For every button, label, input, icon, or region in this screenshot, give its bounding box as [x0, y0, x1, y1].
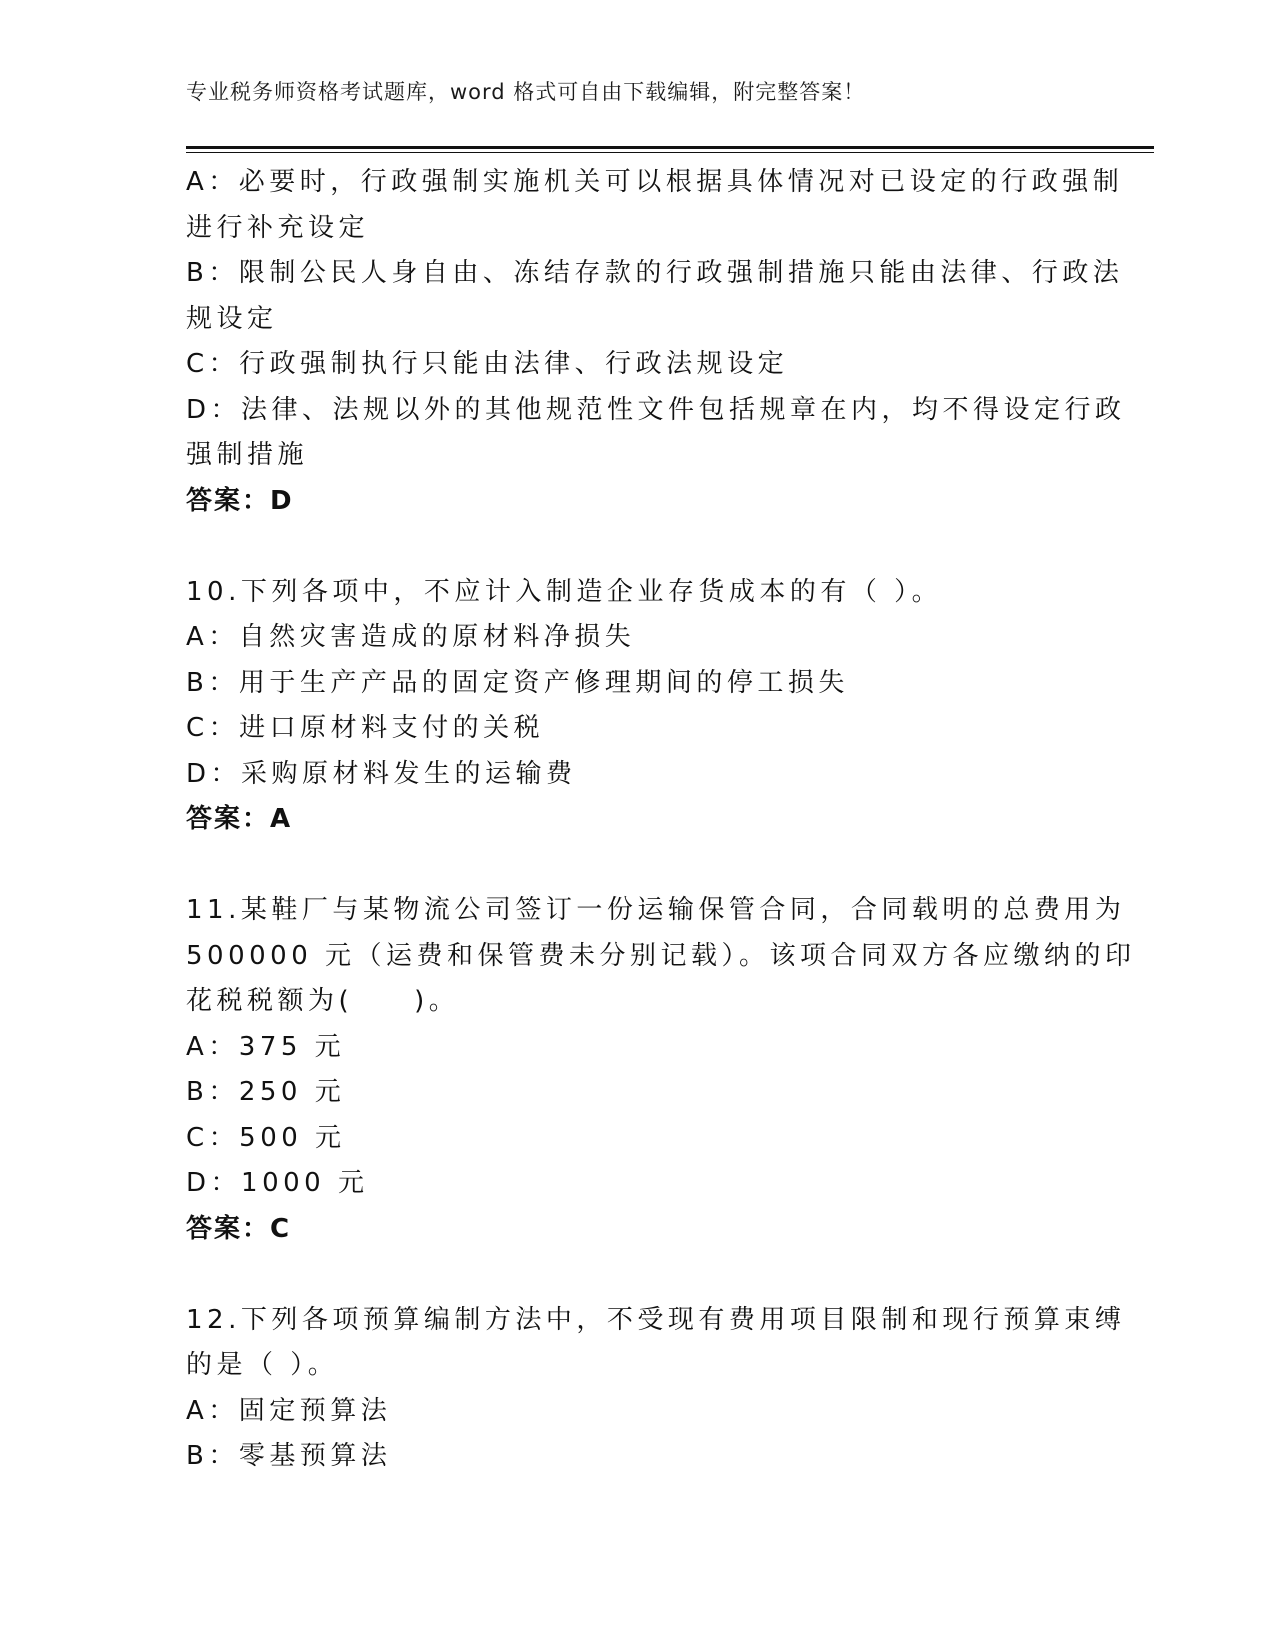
option-a: A：必要时，行政强制实施机关可以根据具体情况对已设定的行政强制 — [186, 167, 1124, 197]
option-d: D：1000 元 — [186, 1168, 369, 1198]
spacer — [186, 524, 1086, 570]
spacer — [186, 843, 1086, 889]
option-d-cont: 强制措施 — [186, 440, 309, 470]
option-c: C：进口原材料支付的关税 — [186, 713, 545, 743]
question-12-stem-cont: 的是（ ）。 — [186, 1350, 339, 1380]
option-a: A：375 元 — [186, 1031, 346, 1062]
header-rule-thick — [186, 146, 1154, 149]
spacer — [186, 1252, 1086, 1298]
question-12-stem: 12.下列各项预算编制方法中，不受现有费用项目限制和现行预算束缚 — [186, 1304, 1126, 1335]
answer: 答案：C — [186, 1213, 292, 1244]
answer: 答案：D — [186, 485, 294, 516]
answer: 答案：A — [186, 804, 293, 834]
option-a: A：固定预算法 — [186, 1395, 392, 1426]
option-c: C：500 元 — [186, 1122, 346, 1153]
option-a: A：自然灾害造成的原材料净损失 — [186, 622, 636, 652]
option-d: D：采购原材料发生的运输费 — [186, 758, 577, 789]
question-content — [186, 160, 1136, 1480]
page-header: 专业税务师资格考试题库，word 格式可自由下载编辑，附完整答案！ — [186, 80, 866, 104]
option-c: C：行政强制执行只能由法律、行政法规设定 — [186, 349, 789, 379]
option-b-cont: 规设定 — [186, 303, 278, 334]
option-b: B：250 元 — [186, 1077, 346, 1107]
option-b: B：用于生产产品的固定资产修理期间的停工损失 — [186, 667, 849, 698]
option-a-cont: 进行补充设定 — [186, 212, 370, 243]
header-rule-thin — [186, 152, 1154, 153]
option-b: B：零基预算法 — [186, 1441, 392, 1471]
question-11-stem-cont: 500000 元（运费和保管费未分别记载）。该项合同双方各应缴纳的印 — [186, 940, 1136, 971]
question-11-stem: 11.某鞋厂与某物流公司签订一份运输保管合同，合同载明的总费用为 — [186, 895, 1126, 925]
question-10-stem: 10.下列各项中，不应计入制造企业存货成本的有（ ）。 — [186, 576, 943, 607]
option-d: D：法律、法规以外的其他规范性文件包括规章在内，均不得设定行政 — [186, 394, 1126, 425]
question-11-stem-cont: 花税税额为( )。 — [186, 986, 460, 1016]
option-b: B：限制公民人身自由、冻结存款的行政强制措施只能由法律、行政法 — [186, 258, 1124, 288]
